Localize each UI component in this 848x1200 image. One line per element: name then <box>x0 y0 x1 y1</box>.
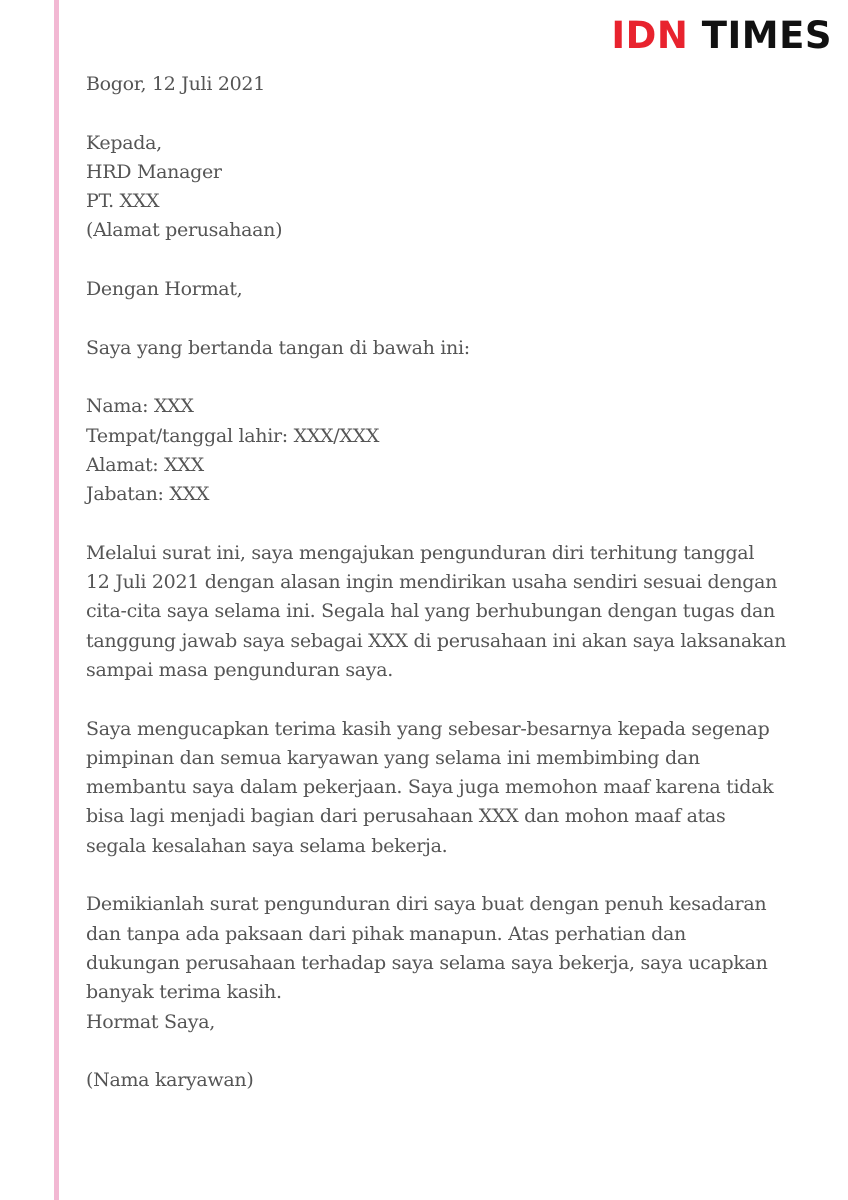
identity-line: Alamat: XXX <box>86 453 204 476</box>
recipient-block <box>86 129 841 246</box>
paragraph-line: segala kesalahan saya selama bekerja. <box>86 834 448 857</box>
logo-idn-text: IDN <box>611 14 689 57</box>
salutation <box>86 275 841 304</box>
closing <box>86 1008 841 1037</box>
paragraph-line: Demikianlah surat pengunduran diri saya buat dengan penuh kesadaran <box>86 893 767 916</box>
recipient-line: (Alamat perusahaan) <box>86 219 283 242</box>
paragraph-line: Melalui surat ini, saya mengajukan pengunduran diri terhitung tanggal <box>86 541 755 564</box>
identity-block <box>86 392 841 509</box>
paragraph-closing <box>86 890 841 1007</box>
recipient-line: HRD Manager <box>86 160 222 183</box>
paragraph-thanks <box>86 715 841 861</box>
closing-text: Hormat Saya, <box>86 1010 215 1033</box>
paragraph-line: dan tanpa ada paksaan dari pihak manapun. Atas perhatian dan <box>86 922 686 945</box>
identity-line: Nama: XXX <box>86 395 194 418</box>
salutation-text: Dengan Hormat, <box>86 278 243 301</box>
paragraph-line: cita-cita saya selama ini. Segala hal yang berhubungan dengan tugas dan <box>86 600 775 623</box>
paragraph-line: banyak terima kasih. <box>86 981 282 1004</box>
paragraph-line: tanggung jawab saya sebagai XXX di perusahaan ini akan saya laksanakan <box>86 629 787 652</box>
paragraph-line: Saya mengucapkan terima kasih yang sebesar-besarnya kepada segenap <box>86 717 770 740</box>
paragraph-line: pimpinan dan semua karyawan yang selama ini membimbing dan <box>86 746 700 769</box>
paragraph-line: membantu saya dalam pekerjaan. Saya juga memohon maaf karena tidak <box>86 776 774 799</box>
paragraph-line: sampai masa pengunduran saya. <box>86 658 394 681</box>
recipient-line: Kepada, <box>86 131 162 154</box>
paragraph-line: 12 Juli 2021 dengan alasan ingin mendirikan usaha sendiri sesuai dengan <box>86 571 778 594</box>
resignation-letter <box>86 70 841 1125</box>
idn-times-logo <box>611 14 832 58</box>
identity-line: Jabatan: XXX <box>86 483 210 506</box>
signature-name: (Nama karyawan) <box>86 1069 254 1092</box>
intro-text: Saya yang bertanda tangan di bawah ini: <box>86 336 470 359</box>
date-line <box>86 70 841 99</box>
logo-times-text: TIMES <box>701 14 832 57</box>
paragraph-resignation <box>86 539 841 685</box>
intro <box>86 334 841 363</box>
margin-line <box>54 0 59 1200</box>
recipient-line: PT. XXX <box>86 190 160 213</box>
signature <box>86 1066 841 1095</box>
paragraph-line: dukungan perusahaan terhadap saya selama saya bekerja, saya ucapkan <box>86 951 768 974</box>
date-text: Bogor, 12 Juli 2021 <box>86 73 265 95</box>
identity-line: Tempat/tanggal lahir: XXX/XXX <box>86 424 380 447</box>
paragraph-line: bisa lagi menjadi bagian dari perusahaan XXX dan mohon maaf atas <box>86 805 726 828</box>
